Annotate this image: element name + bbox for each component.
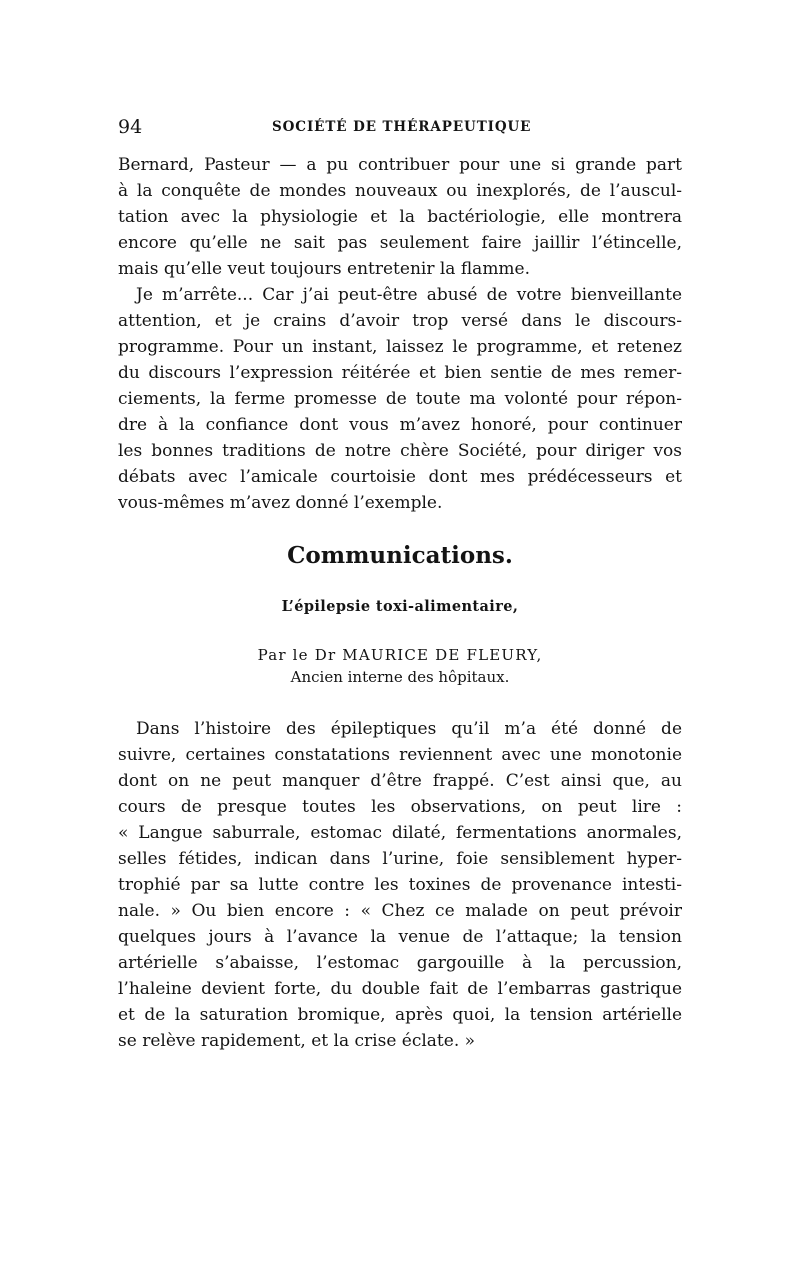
text-line: dont on ne peut manquer d’être frappé. C’est ainsi que, au [118, 771, 682, 791]
text-line: encore qu’elle ne sait pas seulement faire jaillir l’étincelle, [118, 233, 682, 253]
text-line: dre à la confiance dont vous m’avez honoré, pour continuer [118, 415, 682, 435]
text-line: Bernard, Pasteur — a pu contribuer pour une si grande part [118, 155, 682, 175]
text-line: à la conquête de mondes nouveaux ou inexplorés, de l’auscul- [118, 181, 682, 201]
page-number: 94 [118, 116, 143, 138]
text-line: et de la saturation bromique, après quoi, la tension artérielle [118, 1005, 682, 1025]
text-line: « Langue saburrale, estomac dilaté, fermentations anormales, [118, 823, 682, 843]
text-line: tation avec la physiologie et la bactériologie, elle montrera [118, 207, 682, 227]
text-line: l’haleine devient forte, du double fait de l’embarras gastrique [118, 979, 682, 999]
author-affiliation: Ancien interne des hôpitaux. [290, 668, 510, 686]
text-line: cours de presque toutes les observations, on peut lire : [118, 797, 682, 817]
text-line: débats avec l’amicale courtoisie dont mes prédécesseurs et [118, 467, 682, 487]
paragraph-closing-speech [118, 152, 682, 282]
article-title: L’épilepsie toxi-alimentaire, [281, 598, 519, 615]
paragraph-epilepsy [118, 716, 682, 1054]
text-line: selles fétides, indican dans l’urine, foie sensiblement hyper- [118, 849, 682, 869]
text-line: suivre, certaines constatations reviennent avec une monotonie [118, 745, 682, 765]
page-header [118, 116, 682, 138]
text-line: nale. » Ou bien encore : « Chez ce malade on peut prévoir [118, 901, 682, 921]
author-byline: Par le Dr MAURICE DE FLEURY, [257, 646, 543, 664]
text-line: les bonnes traditions de notre chère Société, pour diriger vos [118, 441, 682, 461]
text-line: vous-mêmes m’avez donné l’exemple. [118, 493, 443, 513]
text-line: trophié par sa lutte contre les toxines de provenance intesti- [118, 875, 682, 895]
text-line: artérielle s’abaisse, l’estomac gargouille à la percussion, [118, 953, 682, 973]
text-line: se relève rapidement, et la crise éclate. » [118, 1031, 476, 1051]
section-title: Communications. [287, 542, 513, 569]
text-line: du discours l’expression réitérée et bien sentie de mes remer- [118, 363, 682, 383]
text-line: attention, et je crains d’avoir trop versé dans le discours- [118, 311, 682, 331]
text-line: Je m’arrête... Car j’ai peut-être abusé de votre bienveillante [136, 285, 682, 305]
text-line: ciements, la ferme promesse de toute ma volonté pour répon- [118, 389, 682, 409]
text-line: quelques jours à l’avance la venue de l’attaque; la tension [118, 927, 682, 947]
text-line: Dans l’histoire des épileptiques qu’il m’a été donné de [136, 719, 682, 739]
text-line: programme. Pour un instant, laissez le programme, et retenez [118, 337, 682, 357]
paragraph-thanks [118, 282, 682, 516]
text-line: mais qu’elle veut toujours entretenir la flamme. [118, 259, 531, 279]
running-head: SOCIÉTÉ DE THÉRAPEUTIQUE [272, 119, 532, 135]
